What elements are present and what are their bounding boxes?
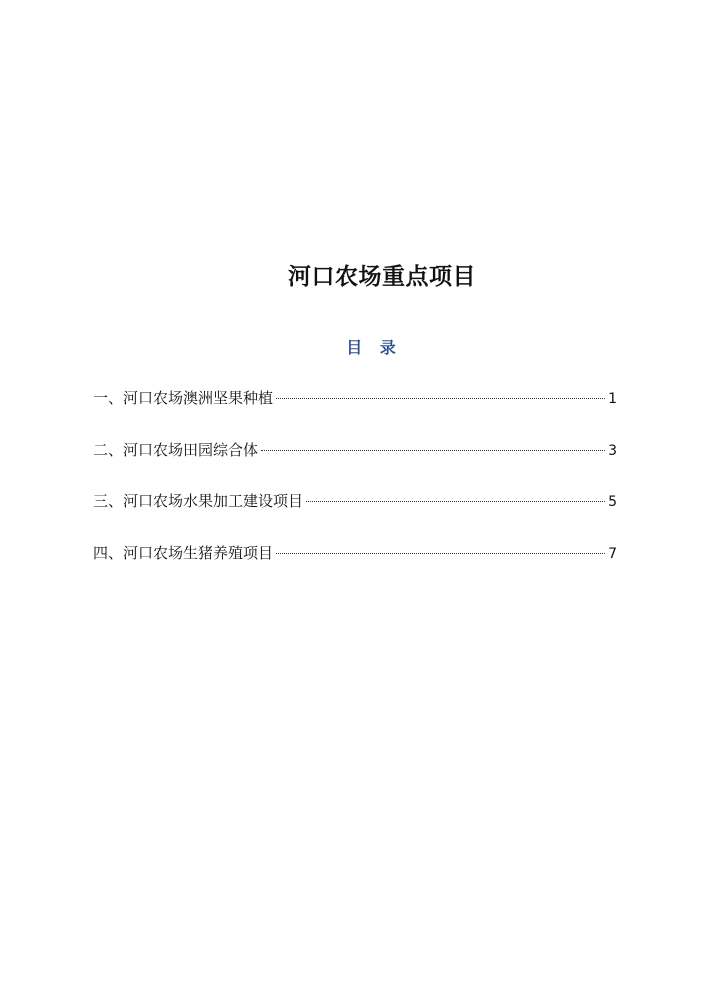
toc-page-number: 3 (608, 442, 617, 459)
toc-entry-3[interactable] (93, 488, 617, 514)
toc-dot-leader (306, 501, 605, 502)
toc-entry-1[interactable] (93, 385, 617, 411)
toc-entry-2[interactable] (93, 437, 617, 463)
toc-page-number: 1 (608, 391, 617, 407)
toc-entry-label: 四、河口农场生猪养殖项目 (93, 543, 274, 562)
toc-entry-label: 三、河口农场水果加工建设项目 (93, 492, 304, 510)
toc-dot-leader (261, 450, 605, 451)
toc-page-number: 5 (608, 494, 617, 510)
toc-dot-leader (276, 398, 605, 399)
toc-page-number: 7 (608, 545, 617, 562)
table-of-contents (93, 385, 617, 591)
toc-entry-4[interactable] (93, 540, 617, 566)
toc-entry-label: 一、河口农场澳洲坚果种植 (93, 389, 274, 407)
toc-entry-label: 二、河口农场田园综合体 (93, 440, 259, 459)
toc-heading: 目 录 (346, 338, 402, 357)
toc-dot-leader (276, 553, 605, 554)
document-title: 河口农场重点项目 (288, 263, 476, 290)
